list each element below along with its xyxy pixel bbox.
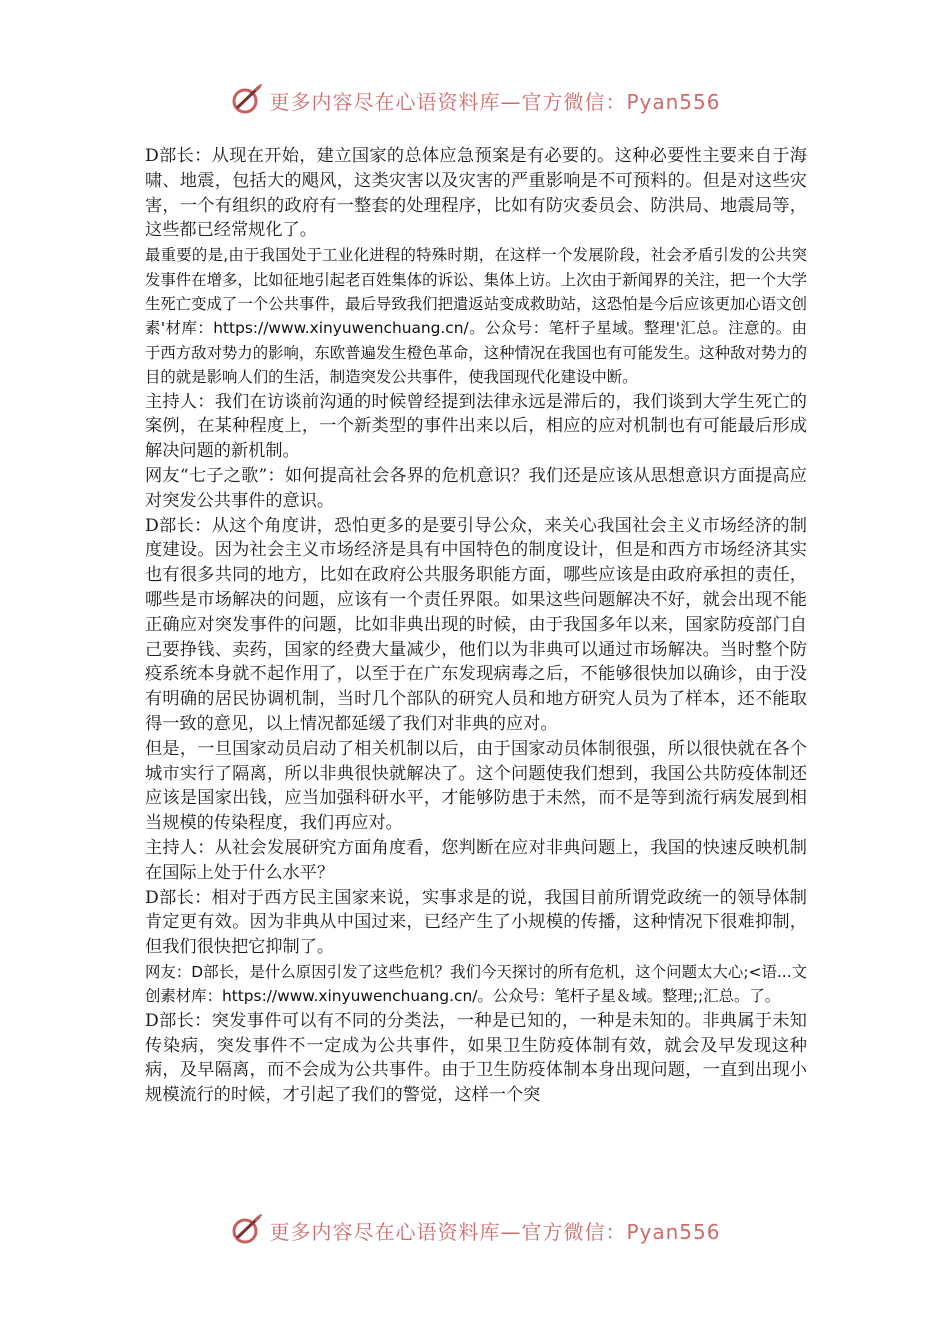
paragraph: 主持人：从社会发展研究方面角度看，您判断在应对非典问题上，我国的快速反映机制在国际上处于什么水平？ bbox=[145, 837, 807, 883]
paragraph: 网友“七子之歌”：如何提高社会各界的危机意识？我们还是应该从思想意识方面提高应对突发公共事件的意识。 bbox=[145, 466, 807, 511]
pen-logo-icon bbox=[229, 82, 265, 118]
document-body bbox=[145, 144, 807, 1108]
paragraph: 但是，一旦国家动员启动了相关机制以后，由于国家动员体制很强，所以很快就在各个城市实行了隔离，所以非典很快就解决了。这个问题使我们想到，我国公共防疫体制还应该是国家出钱，应当加强科研水平，才能够防患于未然，而不是等到流行病发展到相当规模的传染程度，我们再应对。 bbox=[145, 738, 807, 834]
header-banner bbox=[0, 80, 950, 120]
paragraph: D部长：突发事件可以有不同的分类法，一种是已知的，一种是未知的。非典属于未知传染病，突发事件不一定成为公共事件，如果卫生防疫体制有效，就会及早发现这种病，及早隔离，而不会成为公共事件。由于卫生防疫体制本身出现问题，一直到出现小规模流行的时候，才引起了我们的警觉，这样一个突 bbox=[145, 1010, 807, 1106]
footer-banner-text: 更多内容尽在心语资料库—官方微信：Pyan556 bbox=[269, 1219, 721, 1244]
paragraph: D部长：从现在开始，建立国家的总体应急预案是有必要的。这种必要性主要来自于海啸、地震，包括大的飓风，这类灾害以及灾害的严重影响是不可预料的。但是对这些灾害，一个有组织的政府有一整套的处理程序，比如有防灾委员会、防洪局、地震局等，这些都已经常规化了。 bbox=[145, 146, 807, 241]
paragraph: 主持人：我们在访谈前沟通的时候曾经提到法律永远是滞后的，我们谈到大学生死亡的案例，在某种程度上，一个新类型的事件出来以后，相应的应对机制也有可能最后形成解决问题的新机制。 bbox=[145, 391, 807, 462]
header-banner-text: 更多内容尽在心语资料库—官方微信：Pyan556 bbox=[269, 89, 721, 114]
footer-banner bbox=[0, 1210, 950, 1250]
pen-logo-icon bbox=[229, 1212, 265, 1248]
paragraph: 最重要的是,由于我国处于工业化进程的特殊时期，在这样一个发展阶段，社会矛盾引发的公共突发事件在增多，比如征地引起老百姓集体的诉讼、集体上访。上次由于新闻界的关注，把一个大学生死亡变成了一个公共事件，最后导致我们把遣返站变成救助站，这恐怕是今后应该更加心语文创素'材库：https://www.xinyuwenchuang.cn/。公众号：笔杆子星域。整理'汇总。注意的。由于西方敌对势力的影响，东欧普遍发生橙色革命，这种情况在我国也有可能发生。这种敌对势力的目的就是影响人们的生活，制造突发公共事件，使我国现代化建设中断。 bbox=[145, 246, 807, 387]
paragraph: D部长：从这个角度讲，恐怕更多的是要引导公众，来关心我国社会主义市场经济的制度建设。因为社会主义市场经济是具有中国特色的制度设计，但是和西方市场经济其实也有很多共同的地方，比如在政府公共服务职能方面，哪些应该是由政府承担的责任，哪些是市场解决的问题，应该有一个责任界限。如果这些问题解决不好，就会出现不能正确应对突发事件的问题，比如非典出现的时候，由于我国多年以来，国家防疫部门自己要挣钱、卖药，国家的经费大量减少，他们以为非典可以通过市场解决。当时整个防疫系统本身就不起作用了，以至于在广东发现病毒之后，不能够很快加以确诊，由于没有明确的居民协调机制，当时几个部队的研究人员和地方研究人员为了样本，还不能取得一致的意见，以上情况都延缓了我们对非典的应对。 bbox=[145, 515, 807, 734]
paragraph: D部长：相对于西方民主国家来说，实事求是的说，我国目前所谓党政统一的领导体制肯定更有效。因为非典从中国过来，已经产生了小规模的传播，这种情况下很难抑制，但我们很快把它抑制了。 bbox=[145, 887, 807, 958]
paragraph: 网友：D部长，是什么原因引发了这些危机？我们今天探讨的所有危机，这个问题太大心;<语...文创素材库：https://www.xinyuwenchuang.cn/。公众号：笔杆子星＆域。整理;;汇总。了。 bbox=[145, 962, 808, 1006]
